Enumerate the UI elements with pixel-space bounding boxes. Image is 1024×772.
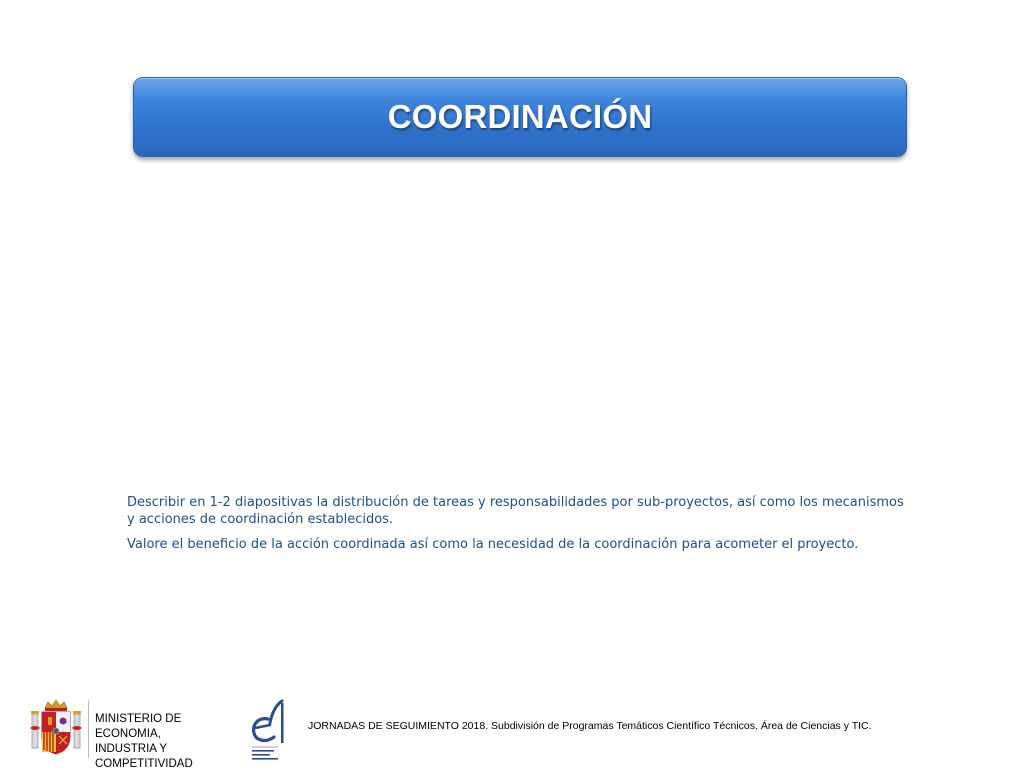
slide-body — [127, 494, 907, 561]
ministry-name — [95, 712, 245, 772]
ministry-line-3: COMPETITIVIDAD — [95, 758, 193, 770]
instruction-paragraph-2: Valore el beneficio de la acción coordinada así como la necesidad de la coordinación para acometer el proyecto. — [127, 537, 859, 552]
coat-of-arms-icon — [28, 698, 84, 758]
aei-logo-lettering — [252, 750, 278, 760]
footer-caption: JORNADAS DE SEGUIMIENTO 2018. Subdivisión de Programas Temáticos Científico Técnicos. Área de Ciencias y TIC. — [308, 720, 872, 732]
footer-divider — [88, 700, 89, 758]
slide-title: COORDINACIÓN — [387, 98, 653, 135]
ministry-line-2: INDUSTRIA Y — [95, 743, 167, 755]
title-banner — [133, 77, 907, 157]
instruction-paragraph-1: Describir en 1-2 diapositivas la distribución de tareas y responsabilidades por sub-proyectos, así como los mecanismos y acciones de coordinación establecidos. — [127, 495, 904, 527]
ministry-line-1: MINISTERIO DE ECONOMIA, — [95, 713, 182, 740]
aei-logo-icon — [248, 697, 288, 763]
